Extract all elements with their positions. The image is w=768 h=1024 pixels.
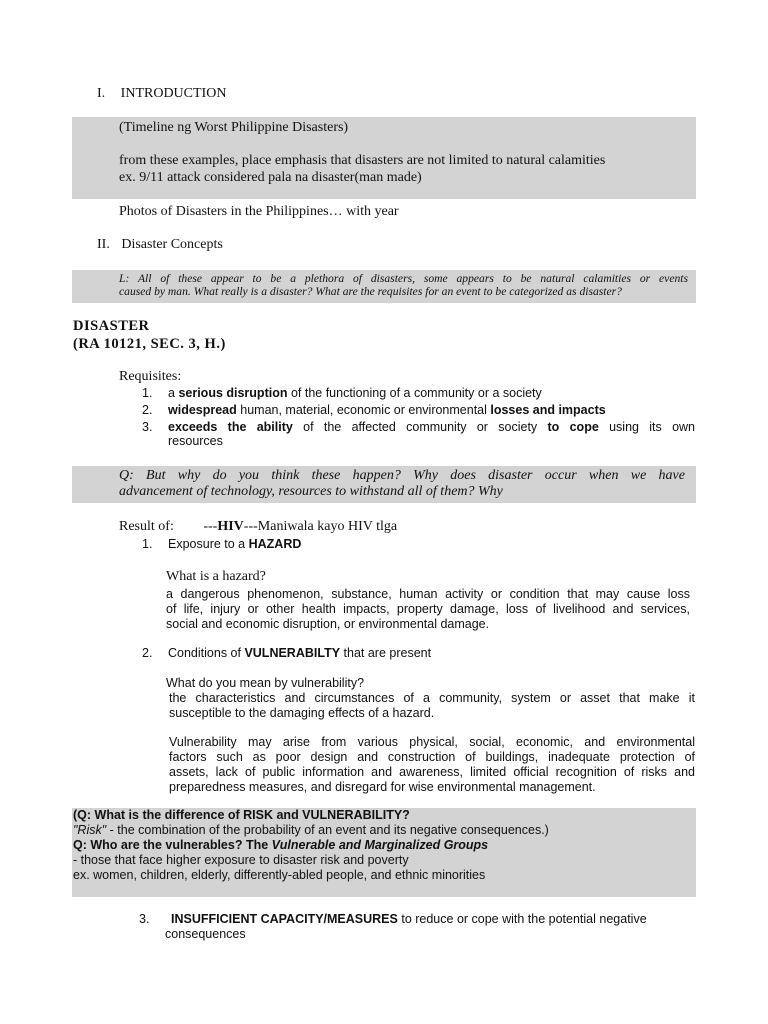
- hazard-question: What is a hazard?: [166, 569, 266, 584]
- disaster-heading: [73, 318, 226, 353]
- section-title: Disaster Concepts: [121, 237, 223, 252]
- risk-definition: "Risk" - the combination of the probability of an event and its negative consequences.): [73, 823, 549, 837]
- disaster-heading-title: DISASTER: [73, 318, 150, 334]
- result-hiv: HIV: [217, 519, 244, 534]
- vulnerability-definition: [169, 691, 695, 721]
- result-item-2: 2. Conditions of VULNERABILTY that are present: [142, 646, 432, 660]
- vulnerability-factors-line: Vulnerability may arise from various physical, social, economic, and environmental: [169, 735, 695, 749]
- hazard-definition-line: social and economic disruption, or environmental damage.: [166, 617, 490, 631]
- result-item-1: 1. Exposure to a HAZARD: [142, 537, 302, 551]
- vulnerability-factors-line: assets, lack of public information and awareness, limited official recognition of risks and: [169, 765, 695, 779]
- requisite-item-3-continued: resources: [168, 434, 223, 448]
- intro-note-line2: from these examples, place emphasis that disasters are not limited to natural calamities: [119, 153, 606, 168]
- result-label: Result of:: [119, 519, 174, 534]
- vulnerables-definition: - those that face higher exposure to disaster risk and poverty: [73, 853, 409, 867]
- vulnerability-question: What do you mean by vulnerability?: [166, 676, 365, 690]
- disaster-heading-reference: (RA 10121, SEC. 3, H.): [73, 336, 226, 352]
- hazard-definition-line: a dangerous phenomenon, substance, human activity or condition that may cause loss: [166, 587, 690, 601]
- section-numeral: I.: [97, 86, 106, 101]
- section-intro-heading: [97, 86, 226, 102]
- vulnerability-definition-line: the characteristics and circumstances of a community, system or asset that make it: [169, 691, 695, 705]
- question-text: [119, 468, 685, 500]
- lecture-note-line2: caused by man. What really is a disaster? What are the requisites for an event to be categorized as disaster?: [119, 285, 622, 298]
- requisite-item-1: 1. a serious disruption of the functioning of a community or a society: [142, 386, 542, 400]
- vulnerables-question: Q: Who are the vulnerables? The Vulnerable and Marginalized Groups: [73, 838, 489, 852]
- intro-note-line3: ex. 9/11 attack considered pala na disaster(man made): [119, 170, 422, 185]
- result-item-3: 3. INSUFFICIENT CAPACITY/MEASURES to reduce or cope with the potential negative consequences: [139, 912, 647, 941]
- lecture-note-line1: L: All of these appear to be a plethora of disasters, some appears to be natural calamities or events: [119, 272, 688, 285]
- requisite-item-2: 2. widespread human, material, economic or environmental losses and impacts: [142, 403, 606, 417]
- hazard-definition-line: of life, injury or other health impacts, property damage, loss of livelihood and services,: [166, 602, 690, 616]
- requisite-item-3-text: exceeds the ability of the affected community or society to cope using its own: [168, 420, 696, 434]
- risk-vulnerability-text: [73, 808, 549, 883]
- vulnerability-definition-line: susceptible to the damaging effects of a hazard.: [169, 706, 435, 720]
- vulnerability-factors: [169, 735, 695, 795]
- hazard-definition: [166, 587, 690, 632]
- risk-question: (Q: What is the difference of RISK and VULNERABILITY?: [73, 808, 410, 822]
- requisites-label: Requisites:: [119, 369, 182, 384]
- vulnerability-factors-line: factors such as poor design and construction of buildings, inadequate protection of: [169, 750, 695, 764]
- section-title: INTRODUCTION: [120, 86, 227, 101]
- intro-note-line1: (Timeline ng Worst Philippine Disasters): [119, 120, 349, 135]
- section-numeral: II.: [97, 237, 110, 252]
- section-concepts-heading: [97, 237, 223, 253]
- requisite-item-3: 3. exceeds the ability of the affected community or society to cope using its own resources: [142, 420, 696, 448]
- photos-line: Photos of Disasters in the Philippines… with year: [119, 204, 399, 219]
- vulnerables-examples: ex. women, children, elderly, differently-abled people, and ethnic minorities: [73, 868, 486, 882]
- question-line2: advancement of technology, resources to withstand all of them? Why: [119, 484, 503, 499]
- result-line: Result of: ---HIV---Maniwala kayo HIV tlga: [119, 519, 398, 534]
- result-item-3-continued: consequences: [165, 927, 246, 941]
- question-line1: Q: But why do you think these happen? Why does disaster occur when we have: [119, 468, 685, 483]
- lecture-note-text: [119, 272, 688, 298]
- vulnerability-factors-line: preparedness measures, and disregard for wise environmental management.: [169, 780, 596, 794]
